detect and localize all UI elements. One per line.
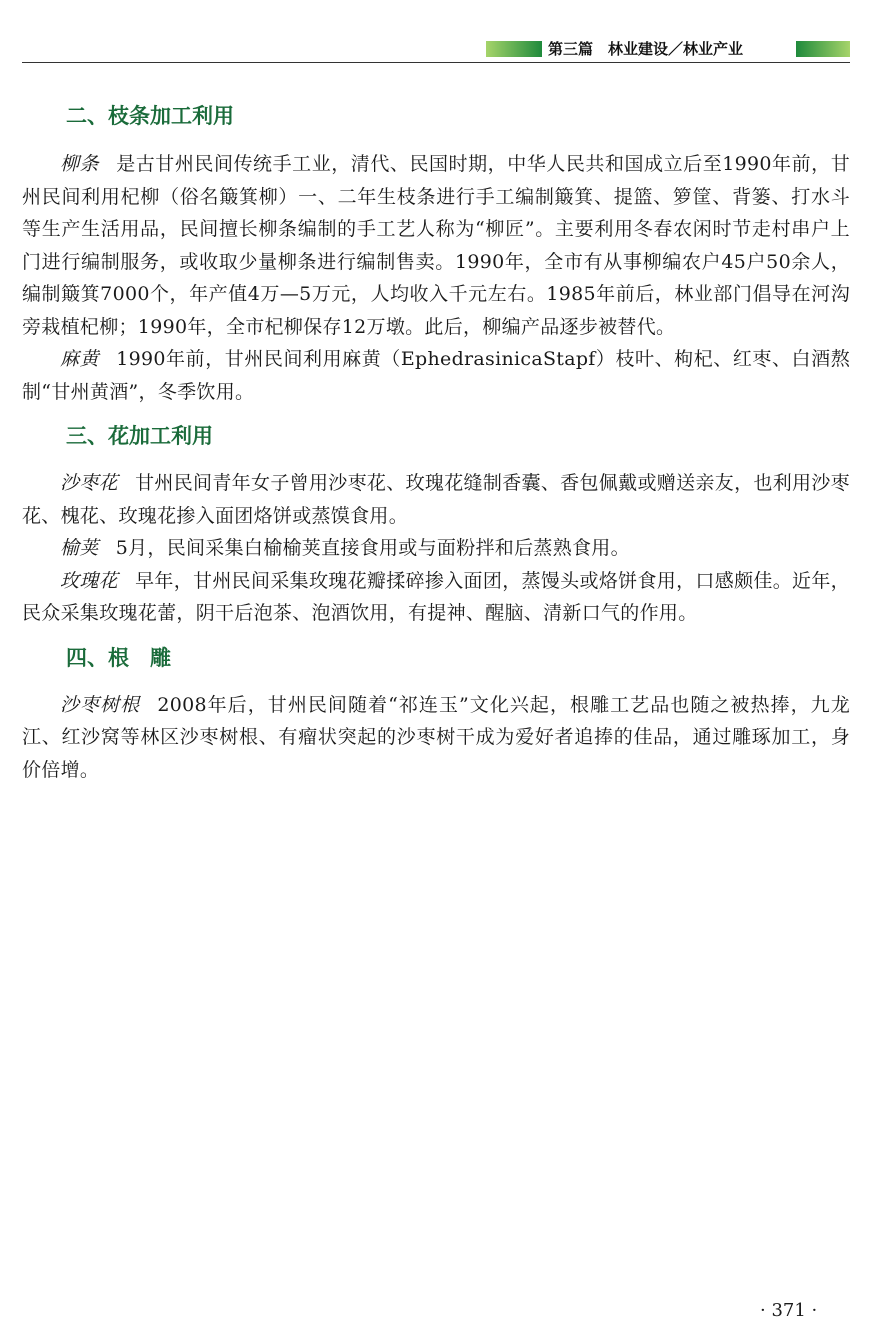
term-rose: 玫瑰花 bbox=[60, 569, 118, 592]
text-ephedra: 1990年前，甘州民间利用麻黄（EphedrasinicaStapf）枝叶、枸杞、红枣、白酒熬制“甘州黄酒”，冬季饮用。 bbox=[22, 348, 850, 403]
paragraph-rose bbox=[22, 565, 850, 630]
header-title: 第三篇 林业建设／林业产业 bbox=[548, 40, 744, 58]
text-willow: 是古甘州民间传统手工业，清代、民国时期，中华人民共和国成立后至1990年前，甘州民间利用杞柳（俗名簸箕柳）一、二年生枝条进行手工编制簸箕、提篮、箩筐、背篓、打水斗等生产生活用品，民间擅长柳条编制的手工艺人称为“柳匠”。主要利用冬春农闲时节走村串户上门进行编制服务，或收取少量柳条进行编制售卖。1990年，全市有从事柳编农户45户50余人，编制簸箕7000个，年产值4万—5万元，人均收入千元左右。1985年前后，林业部门倡导在河沟旁栽植杞柳；1990年，全市杞柳保存12万墩。此后，柳编产品逐步被替代。 bbox=[22, 153, 850, 338]
header-right-bar bbox=[796, 41, 850, 57]
term-oleaster-flower: 沙枣花 bbox=[60, 472, 118, 494]
term-oleaster-root: 沙枣树根 bbox=[60, 693, 141, 716]
page-number: · 371 · bbox=[760, 1300, 818, 1321]
text-oleaster-flower: 甘州民间青年女子曾用沙枣花、玫瑰花缝制香囊、香包佩戴或赠送亲友，也利用沙枣花、槐花、玫瑰花掺入面团烙饼或蒸馍食用。 bbox=[22, 472, 850, 527]
paragraph-ephedra bbox=[22, 343, 850, 408]
running-header bbox=[0, 38, 871, 64]
section-title-eco-tourism bbox=[22, 810, 850, 862]
paragraph-elm-seed bbox=[22, 532, 850, 565]
page-content bbox=[22, 96, 850, 976]
heading-root-carving: 四、根 雕 bbox=[66, 645, 171, 670]
header-left-bar bbox=[486, 41, 542, 57]
term-willow: 柳条 bbox=[60, 153, 100, 175]
heading-willow-processing: 二、枝条加工利用 bbox=[66, 104, 234, 128]
header-rule bbox=[22, 62, 850, 63]
paragraph-heihe-park bbox=[22, 943, 850, 976]
term-elm-seed: 榆荚 bbox=[60, 537, 99, 559]
text-oleaster-root: 2008年后，甘州民间随着“祁连玉”文化兴起，根雕工艺品也随之被热捧，九龙江、红沙窝等林区沙枣树根、有瘤状突起的沙枣树干成为爱好者追捧的佳品，通过雕琢加工，身价倍增。 bbox=[22, 693, 850, 781]
paragraph-willow bbox=[22, 148, 850, 343]
paragraph-oleaster-flower bbox=[22, 467, 850, 532]
paragraph-oleaster-root bbox=[22, 689, 850, 787]
term-ephedra: 麻黄 bbox=[60, 348, 100, 370]
heading-forest-park bbox=[22, 892, 850, 932]
heading-flower-processing: 三、花加工利用 bbox=[66, 424, 213, 448]
text-rose: 早年，甘州民间采集玫瑰花瓣揉碎掺入面团，蒸馒头或烙饼食用，口感颇佳。近年，民众采集玫瑰花蕾，阴干后泡茶、泡酒饮用，有提神、醒脑、清新口气的作用。 bbox=[22, 569, 850, 624]
text-elm-seed: 5月，民间采集白榆榆荚直接食用或与面粉拌和后蒸熟食用。 bbox=[115, 537, 630, 559]
